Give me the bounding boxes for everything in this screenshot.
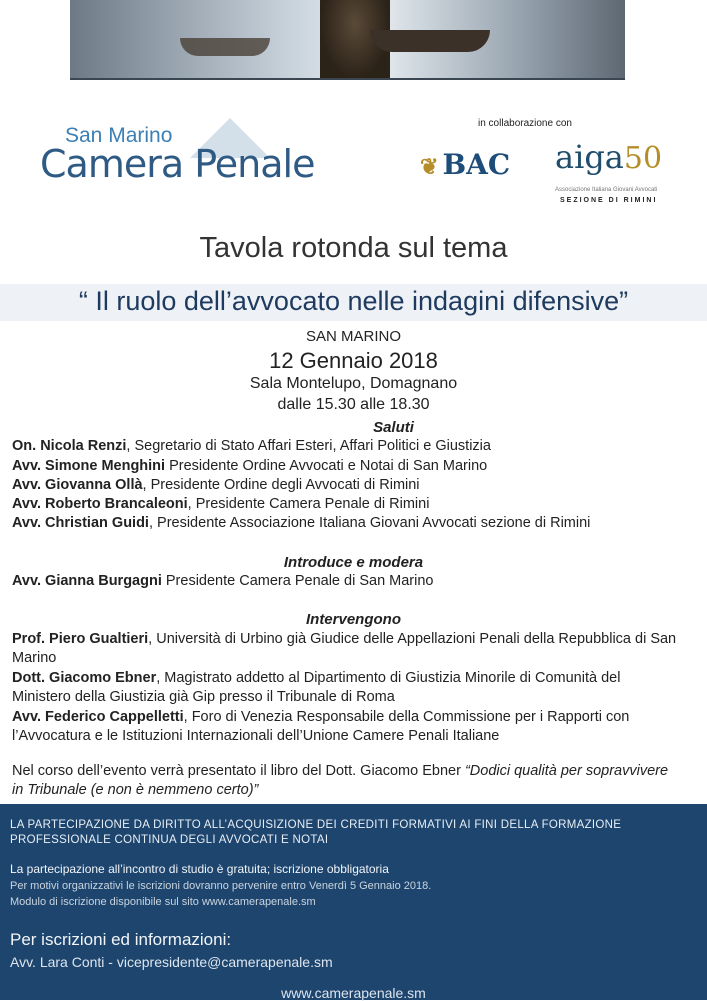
logo-main-text: Camera Penale — [40, 142, 315, 186]
book-announcement — [12, 762, 682, 800]
event-date: 12 Gennaio 2018 — [269, 348, 438, 373]
credits-notice: LA PARTECIPAZIONE DA DIRITTO ALL’ACQUISIZIONE DEI CREDITI FORMATIVI AI FINI DELLA FORMAZIONE PROFESSIONALE CONTINUA DEGLI AVVOCATI E NOTAI — [10, 819, 622, 846]
bac-text: BAC — [442, 148, 511, 181]
speaker-name: Dott. Giacomo Ebner — [12, 670, 157, 686]
speaker-role: , Presidente Ordine degli Avvocati di Rimini — [142, 477, 420, 493]
registration-deadline: Per motivi organizzativi le iscrizioni dovranno pervenire entro Venerdì 5 Gennaio 2018. — [10, 880, 432, 892]
event-type-heading: Tavola rotonda sul tema — [199, 232, 508, 264]
book-intro: Nel corso dell’evento verrà presentato il libro del Dott. Giacomo Ebner — [12, 763, 465, 779]
saluti-item — [12, 438, 491, 454]
aiga-fifty: 50 — [623, 141, 663, 176]
speaker-item — [12, 630, 682, 668]
book-title: “Dodici qualità per sopravvivere in Tribunale (e non è nemmeno certo)” — [12, 763, 669, 798]
speaker-name: Avv. Roberto Brancaleoni — [12, 496, 188, 512]
speaker-name: Avv. Gianna Burgagni — [12, 573, 162, 589]
event-place: SAN MARINO — [305, 328, 401, 345]
aiga-text: aiga — [555, 138, 624, 176]
event-venue: Sala Montelupo, Domagnano — [249, 375, 458, 392]
speaker-name: Avv. Federico Cappelletti — [12, 709, 184, 725]
event-time: dalle 15.30 alle 18.30 — [277, 396, 430, 413]
saluti-item — [12, 477, 420, 493]
speaker-name: Prof. Piero Gualtieri — [12, 631, 149, 647]
speaker-role: , Presidente Camera Penale di Rimini — [187, 496, 430, 512]
contact-email[interactable]: Avv. Lara Conti - vicepresidente@camerapenale.sm — [10, 954, 333, 970]
speaker-role: , Foro di Venezia Responsabile della Commissione per i Rapporti con l’Avvocatura e le Istituzioni Internazionali dell’Unione Camere Penali Italiane — [12, 709, 630, 744]
aiga-subtitle: Associazione Italiana Giovani Avvocati — [555, 187, 658, 193]
bac-logo — [420, 148, 510, 181]
free-participation: La partecipazione all’incontro di studio è gratuita; iscrizione obbligatoria — [10, 862, 389, 876]
event-theme-title: “ Il ruolo dell’avvocato nelle indagini difensive” — [0, 284, 707, 321]
saluti-item — [12, 458, 487, 474]
speaker-name: Avv. Simone Menghini — [12, 458, 166, 474]
speaker-role: , Presidente Associazione Italiana Giovani Avvocati sezione di Rimini — [148, 515, 591, 531]
scale-pan-right — [370, 30, 490, 52]
modera-heading: Introduce e modera — [283, 554, 424, 571]
speaker-name: On. Nicola Renzi — [12, 438, 127, 454]
saluti-item — [12, 515, 590, 531]
hero-image-scales — [70, 0, 625, 80]
speaker-role: , Università di Urbino già Giudice delle Appellazioni Penali della Repubblica di San Marino — [12, 631, 677, 666]
collaboration-label: in collaborazione con — [478, 118, 572, 129]
speaker-role: Presidente Ordine Avvocati e Notai di San Marino — [165, 458, 488, 474]
info-heading: Per iscrizioni ed informazioni: — [10, 930, 232, 949]
intervengono-heading: Intervengono — [305, 611, 401, 628]
speaker-role: , Magistrato addetto al Dipartimento di Giustizia Minorile di Comunità del Ministero della Giustizia già Gip presso il Tribunale di Roma — [12, 670, 621, 705]
speaker-item — [12, 669, 682, 707]
scale-pan-left — [180, 38, 270, 56]
speaker-item — [12, 708, 682, 746]
registration-form-note: Modulo di iscrizione disponibile sul sito www.camerapenale.sm — [10, 896, 316, 908]
wheat-icon: ❦ — [420, 154, 439, 180]
camera-penale-logo — [40, 118, 340, 193]
speaker-role: Presidente Camera Penale di San Marino — [161, 573, 434, 589]
aiga-logo — [555, 138, 662, 176]
saluti-item — [12, 496, 429, 512]
moderator-item — [12, 573, 433, 589]
saluti-heading: Saluti — [373, 419, 414, 436]
logo-top-text: San Marino — [65, 124, 173, 147]
speaker-role: , Segretario di Stato Affari Esteri, Affari Politici e Giustizia — [126, 438, 491, 454]
speaker-name: Avv. Giovanna Ollà — [12, 477, 143, 493]
aiga-section: SEZIONE DI RIMINI — [560, 197, 658, 204]
speaker-name: Avv. Christian Guidi — [12, 515, 149, 531]
footer-panel — [0, 804, 707, 1000]
website-link[interactable]: www.camerapenale.sm — [281, 985, 426, 1001]
